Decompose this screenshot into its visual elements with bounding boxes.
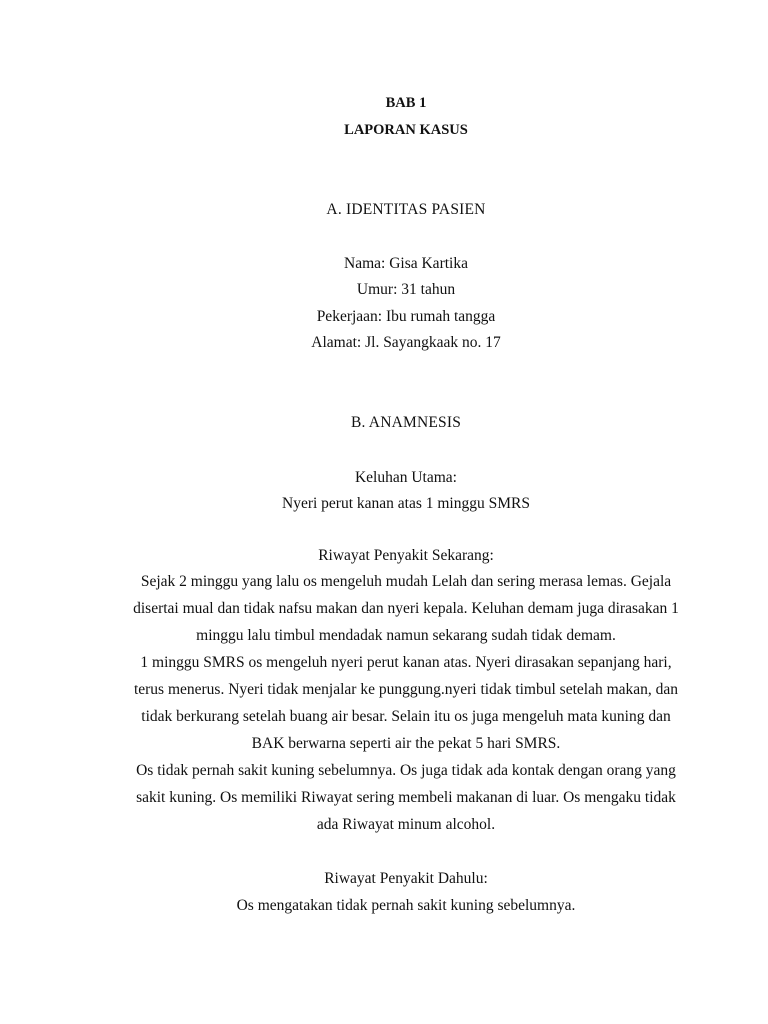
patient-name: Nama: Gisa Kartika <box>344 255 468 272</box>
section-b-heading: B. ANAMNESIS <box>350 414 462 431</box>
present-illness-line: sakit kuning. Os memiliki Riwayat sering membeli makanan di luar. Os mengaku tidak <box>136 789 676 806</box>
chapter-label: BAB 1 <box>385 95 427 111</box>
section-a-heading: A. IDENTITAS PASIEN <box>326 201 486 218</box>
present-illness-line: tidak berkurang setelah buang air besar. Selain itu os juga mengeluh mata kuning dan <box>141 708 671 725</box>
present-illness-line: ada Riwayat minum alcohol. <box>316 816 496 833</box>
patient-age: Umur: 31 tahun <box>356 281 456 298</box>
chief-complaint-text: Nyeri perut kanan atas 1 minggu SMRS <box>282 495 530 512</box>
past-illness-label: Riwayat Penyakit Dahulu: <box>324 870 488 887</box>
present-illness-paragraph <box>100 568 712 838</box>
present-illness-line: disertai mual dan tidak nafsu makan dan nyeri kepala. Keluhan demam juga dirasakan 1 <box>133 600 679 617</box>
chief-complaint-label: Keluhan Utama: <box>354 469 457 486</box>
present-illness-line: Os tidak pernah sakit kuning sebelumnya. Os juga tidak ada kontak dengan orang yang <box>136 762 676 779</box>
present-illness-line: minggu lalu timbul mendadak namun sekarang sudah tidak demam. <box>196 627 616 644</box>
present-illness-line: terus menerus. Nyeri tidak menjalar ke punggung.nyeri tidak timbul setelah makan, dan <box>133 681 679 698</box>
patient-address: Alamat: Jl. Sayangkaak no. 17 <box>311 334 501 351</box>
present-illness-line: Sejak 2 minggu yang lalu os mengeluh mudah Lelah dan sering merasa lemas. Gejala <box>140 573 672 590</box>
present-illness-line: BAK berwarna seperti air the pekat 5 hari SMRS. <box>251 735 561 752</box>
patient-occupation: Pekerjaan: Ibu rumah tangga <box>316 308 496 325</box>
past-illness-text: Os mengatakan tidak pernah sakit kuning sebelumnya. <box>236 897 576 914</box>
present-illness-label: Riwayat Penyakit Sekarang: <box>318 547 494 564</box>
document-title: LAPORAN KASUS <box>344 122 468 138</box>
present-illness-line: 1 minggu SMRS os mengeluh nyeri perut kanan atas. Nyeri dirasakan sepanjang hari, <box>140 654 672 671</box>
